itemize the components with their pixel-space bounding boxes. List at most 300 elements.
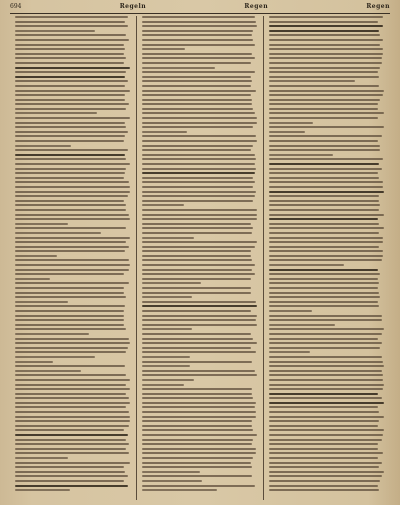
text-line: [142, 425, 252, 427]
text-line: [15, 140, 124, 142]
column-left-text: [15, 16, 131, 500]
text-line: [269, 448, 378, 450]
text-line: [142, 25, 257, 27]
text-line: [269, 292, 379, 294]
text-line: [15, 480, 124, 482]
text-line: [15, 342, 130, 344]
text-line: [15, 397, 129, 399]
text-line: [15, 429, 124, 431]
text-line: [142, 269, 252, 271]
text-line: [142, 452, 256, 454]
text-line: [15, 338, 129, 340]
text-line: [269, 135, 382, 137]
text-line: [269, 140, 378, 142]
text-line: [269, 411, 379, 413]
text-line: [15, 204, 126, 206]
text-line: [15, 117, 130, 119]
text-line: [142, 71, 255, 73]
text-line: [15, 232, 101, 234]
text-line: [142, 103, 252, 105]
text-line: [15, 402, 130, 404]
text-line: [269, 406, 378, 408]
text-line: [142, 475, 252, 477]
text-line: [15, 489, 70, 491]
text-line: [15, 333, 89, 335]
text-line: [142, 39, 253, 41]
text-line: [269, 429, 384, 431]
text-line: [142, 328, 192, 330]
text-line: [142, 214, 257, 216]
text-line: [269, 301, 378, 303]
text-line: [269, 370, 382, 372]
page-number: 694: [10, 3, 22, 10]
text-line: [269, 443, 378, 445]
text-line: [15, 200, 124, 202]
text-line: [269, 154, 333, 156]
text-line: [269, 158, 383, 160]
text-line: [269, 282, 379, 284]
text-line: [15, 241, 126, 243]
text-line: [15, 452, 129, 454]
text-line: [269, 278, 378, 280]
text-line: [269, 338, 378, 340]
text-line: [142, 365, 190, 367]
text-line: [269, 76, 379, 78]
text-line: [142, 402, 256, 404]
column-middle-text: [142, 16, 258, 500]
text-line: [269, 475, 382, 477]
text-line: [269, 200, 379, 202]
text-line: [269, 57, 382, 59]
text-line: [15, 112, 97, 114]
text-line: [15, 305, 125, 307]
text-line: [15, 384, 126, 386]
text-line: [15, 471, 125, 473]
text-line: [142, 374, 257, 376]
text-line: [142, 351, 256, 353]
text-line: [142, 67, 215, 69]
text-line: [142, 361, 252, 363]
text-line: [142, 278, 251, 280]
text-line: [142, 292, 251, 294]
text-line: [269, 191, 384, 193]
text-line: [142, 218, 257, 220]
text-line: [269, 126, 384, 128]
text-line: [142, 44, 255, 46]
text-line: [15, 259, 129, 261]
text-line: [269, 379, 383, 381]
text-line: [269, 99, 380, 101]
text-line: [269, 305, 379, 307]
text-line: [142, 62, 251, 64]
text-line: [15, 475, 128, 477]
column-right: [263, 16, 390, 500]
text-line: [15, 181, 129, 183]
text-line: [142, 448, 256, 450]
text-line: [142, 154, 255, 156]
text-line: [142, 305, 257, 307]
text-line: [15, 406, 126, 408]
text-line: [142, 264, 255, 266]
running-header: [10, 3, 390, 13]
text-line: [142, 181, 255, 183]
text-line: [15, 237, 130, 239]
text-line: [142, 126, 253, 128]
text-line: [142, 209, 257, 211]
text-line: [142, 76, 251, 78]
text-line: [142, 232, 252, 234]
text-line: [15, 57, 126, 59]
text-line: [269, 333, 382, 335]
text-line: [142, 379, 194, 381]
text-line: [142, 324, 257, 326]
text-line: [15, 416, 130, 418]
text-line: [269, 209, 379, 211]
text-line: [142, 34, 252, 36]
text-line: [269, 108, 378, 110]
text-line: [142, 241, 257, 243]
text-line: [269, 310, 312, 312]
text-line: [269, 145, 380, 147]
text-line: [15, 154, 125, 156]
text-line: [142, 384, 184, 386]
text-line: [15, 34, 126, 36]
text-line: [142, 135, 256, 137]
text-line: [142, 406, 255, 408]
text-line: [142, 172, 255, 174]
text-line: [142, 227, 253, 229]
text-line: [142, 439, 253, 441]
text-line: [142, 319, 256, 321]
text-line: [142, 16, 255, 18]
text-line: [15, 158, 126, 160]
text-line: [142, 140, 257, 142]
text-line: [15, 269, 129, 271]
text-line: [15, 186, 130, 188]
text-line: [142, 356, 190, 358]
text-line: [269, 356, 382, 358]
text-line: [15, 443, 129, 445]
text-line: [142, 112, 255, 114]
text-line: [15, 163, 130, 165]
text-line: [15, 278, 50, 280]
text-line: [142, 30, 253, 32]
text-line: [142, 259, 252, 261]
text-line: [15, 25, 128, 27]
text-line: [269, 25, 383, 27]
text-line: [15, 365, 125, 367]
text-line: [269, 214, 384, 216]
right-heading: Regen: [366, 3, 390, 10]
text-line: [269, 103, 378, 105]
text-line: [269, 218, 378, 220]
text-line: [142, 237, 194, 239]
text-line: [15, 76, 125, 78]
text-line: [269, 324, 335, 326]
text-line: [15, 103, 129, 105]
text-line: [269, 457, 378, 459]
text-line: [15, 485, 128, 487]
text-line: [269, 117, 378, 119]
text-line: [142, 333, 251, 335]
text-line: [269, 227, 384, 229]
text-line: [269, 90, 384, 92]
text-line: [15, 282, 129, 284]
text-line: [15, 250, 125, 252]
text-line: [269, 237, 383, 239]
text-line: [269, 48, 383, 50]
text-line: [15, 434, 128, 436]
text-line: [269, 328, 384, 330]
text-line: [142, 163, 255, 165]
text-line: [269, 420, 379, 422]
text-line: [269, 195, 379, 197]
text-line: [269, 393, 378, 395]
text-line: [269, 149, 380, 151]
text-line: [15, 53, 124, 55]
text-line: [15, 324, 124, 326]
text-line: [269, 347, 380, 349]
text-line: [15, 195, 128, 197]
text-line: [269, 16, 383, 18]
text-line: [269, 177, 379, 179]
text-line: [269, 255, 383, 257]
text-line: [15, 388, 130, 390]
text-line: [269, 232, 379, 234]
text-line: [15, 172, 125, 174]
text-line: [142, 186, 253, 188]
text-line: [142, 416, 256, 418]
center-heading: Regen: [244, 3, 269, 10]
text-line: [15, 177, 124, 179]
text-line: [269, 163, 379, 165]
text-line: [15, 16, 128, 18]
text-line: [15, 85, 125, 87]
text-line: [142, 223, 251, 225]
text-line: [269, 94, 383, 96]
text-line: [15, 328, 126, 330]
text-line: [15, 315, 124, 317]
header-rule: [10, 13, 390, 14]
text-line: [142, 489, 217, 491]
text-line: [269, 439, 382, 441]
text-line: [142, 282, 201, 284]
text-line: [15, 361, 53, 363]
text-line: [15, 149, 128, 151]
text-line: [142, 342, 257, 344]
text-line: [269, 296, 380, 298]
text-line: [142, 99, 252, 101]
text-line: [15, 287, 124, 289]
text-line: [15, 191, 130, 193]
text-line: [269, 168, 382, 170]
text-line: [15, 448, 126, 450]
text-line: [15, 351, 126, 353]
text-line: [15, 71, 126, 73]
column-right-text: [269, 16, 385, 500]
text-line: [15, 393, 126, 395]
text-line: [15, 131, 128, 133]
text-line: [269, 315, 382, 317]
text-line: [15, 347, 128, 349]
text-line: [15, 319, 124, 321]
text-line: [269, 402, 384, 404]
text-line: [15, 21, 125, 23]
text-line: [142, 204, 184, 206]
text-line: [15, 292, 124, 294]
text-line: [269, 273, 380, 275]
text-line: [269, 480, 380, 482]
text-line: [15, 108, 126, 110]
text-line: [142, 370, 255, 372]
text-line: [15, 168, 126, 170]
text-line: [15, 62, 124, 64]
text-line: [269, 365, 384, 367]
text-line: [269, 264, 344, 266]
text-line: [15, 90, 130, 92]
text-line: [269, 71, 378, 73]
text-line: [142, 310, 251, 312]
text-line: [15, 44, 124, 46]
text-line: [142, 338, 253, 340]
text-line: [142, 122, 257, 124]
text-line: [269, 466, 379, 468]
text-line: [15, 80, 128, 82]
text-line: [15, 214, 129, 216]
text-line: [269, 85, 379, 87]
text-line: [142, 462, 251, 464]
text-line: [142, 296, 192, 298]
text-line: [15, 255, 57, 257]
text-line: [142, 94, 251, 96]
text-line: [15, 223, 68, 225]
text-line: [15, 379, 130, 381]
text-line: [269, 186, 383, 188]
text-line: [269, 181, 383, 183]
text-line: [142, 485, 255, 487]
text-line: [15, 30, 95, 32]
text-line: [269, 112, 384, 114]
text-line: [142, 397, 253, 399]
text-line: [142, 301, 256, 303]
text-line: [142, 200, 253, 202]
text-line: [15, 356, 95, 358]
left-heading: Regeln: [119, 3, 147, 10]
text-line: [142, 471, 200, 473]
text-line: [142, 191, 256, 193]
text-columns: [10, 16, 390, 500]
text-line: [15, 420, 130, 422]
text-line: [269, 204, 380, 206]
text-line: [15, 135, 125, 137]
text-line: [142, 246, 255, 248]
text-line: [269, 62, 382, 64]
text-line: [15, 273, 124, 275]
text-line: [269, 122, 313, 124]
text-line: [269, 241, 383, 243]
text-line: [142, 48, 185, 50]
text-line: [269, 223, 379, 225]
text-line: [15, 39, 129, 41]
text-line: [142, 388, 252, 390]
text-line: [269, 319, 382, 321]
text-line: [269, 471, 384, 473]
text-line: [15, 310, 124, 312]
text-line: [142, 480, 202, 482]
text-line: [15, 370, 81, 372]
text-line: [269, 462, 382, 464]
text-line: [15, 439, 126, 441]
text-line: [142, 420, 252, 422]
text-line: [15, 457, 68, 459]
text-line: [142, 466, 252, 468]
text-line: [142, 347, 251, 349]
text-line: [269, 131, 305, 133]
text-line: [269, 485, 378, 487]
text-line: [142, 273, 255, 275]
text-line: [269, 246, 379, 248]
text-line: [15, 94, 125, 96]
text-line: [269, 250, 383, 252]
text-line: [142, 411, 256, 413]
text-line: [15, 145, 71, 147]
text-line: [142, 457, 253, 459]
text-line: [15, 218, 130, 220]
text-line: [142, 53, 252, 55]
text-line: [15, 425, 129, 427]
text-line: [269, 34, 380, 36]
text-line: [269, 374, 383, 376]
text-line: [269, 80, 355, 82]
text-line: [269, 434, 383, 436]
text-line: [269, 269, 378, 271]
column-left: [10, 16, 136, 500]
text-line: [269, 21, 378, 23]
text-line: [142, 158, 256, 160]
text-line: [15, 227, 126, 229]
text-line: [15, 67, 130, 69]
text-line: [269, 67, 380, 69]
text-line: [142, 177, 253, 179]
text-line: [142, 195, 255, 197]
text-line: [142, 250, 251, 252]
text-line: [269, 351, 310, 353]
text-line: [142, 434, 257, 436]
text-line: [15, 462, 130, 464]
text-line: [269, 388, 383, 390]
text-line: [15, 301, 68, 303]
text-line: [269, 172, 378, 174]
text-line: [142, 57, 255, 59]
text-line: [142, 80, 252, 82]
text-line: [15, 246, 129, 248]
text-line: [142, 287, 251, 289]
text-line: [15, 209, 126, 211]
text-line: [269, 259, 382, 261]
text-line: [269, 361, 383, 363]
text-line: [269, 489, 379, 491]
text-line: [142, 85, 251, 87]
text-line: [269, 452, 383, 454]
text-line: [269, 384, 384, 386]
text-line: [142, 108, 253, 110]
text-line: [142, 149, 251, 151]
text-line: [269, 53, 383, 55]
text-line: [15, 264, 130, 266]
text-line: [142, 443, 252, 445]
text-line: [142, 145, 253, 147]
text-line: [269, 425, 378, 427]
